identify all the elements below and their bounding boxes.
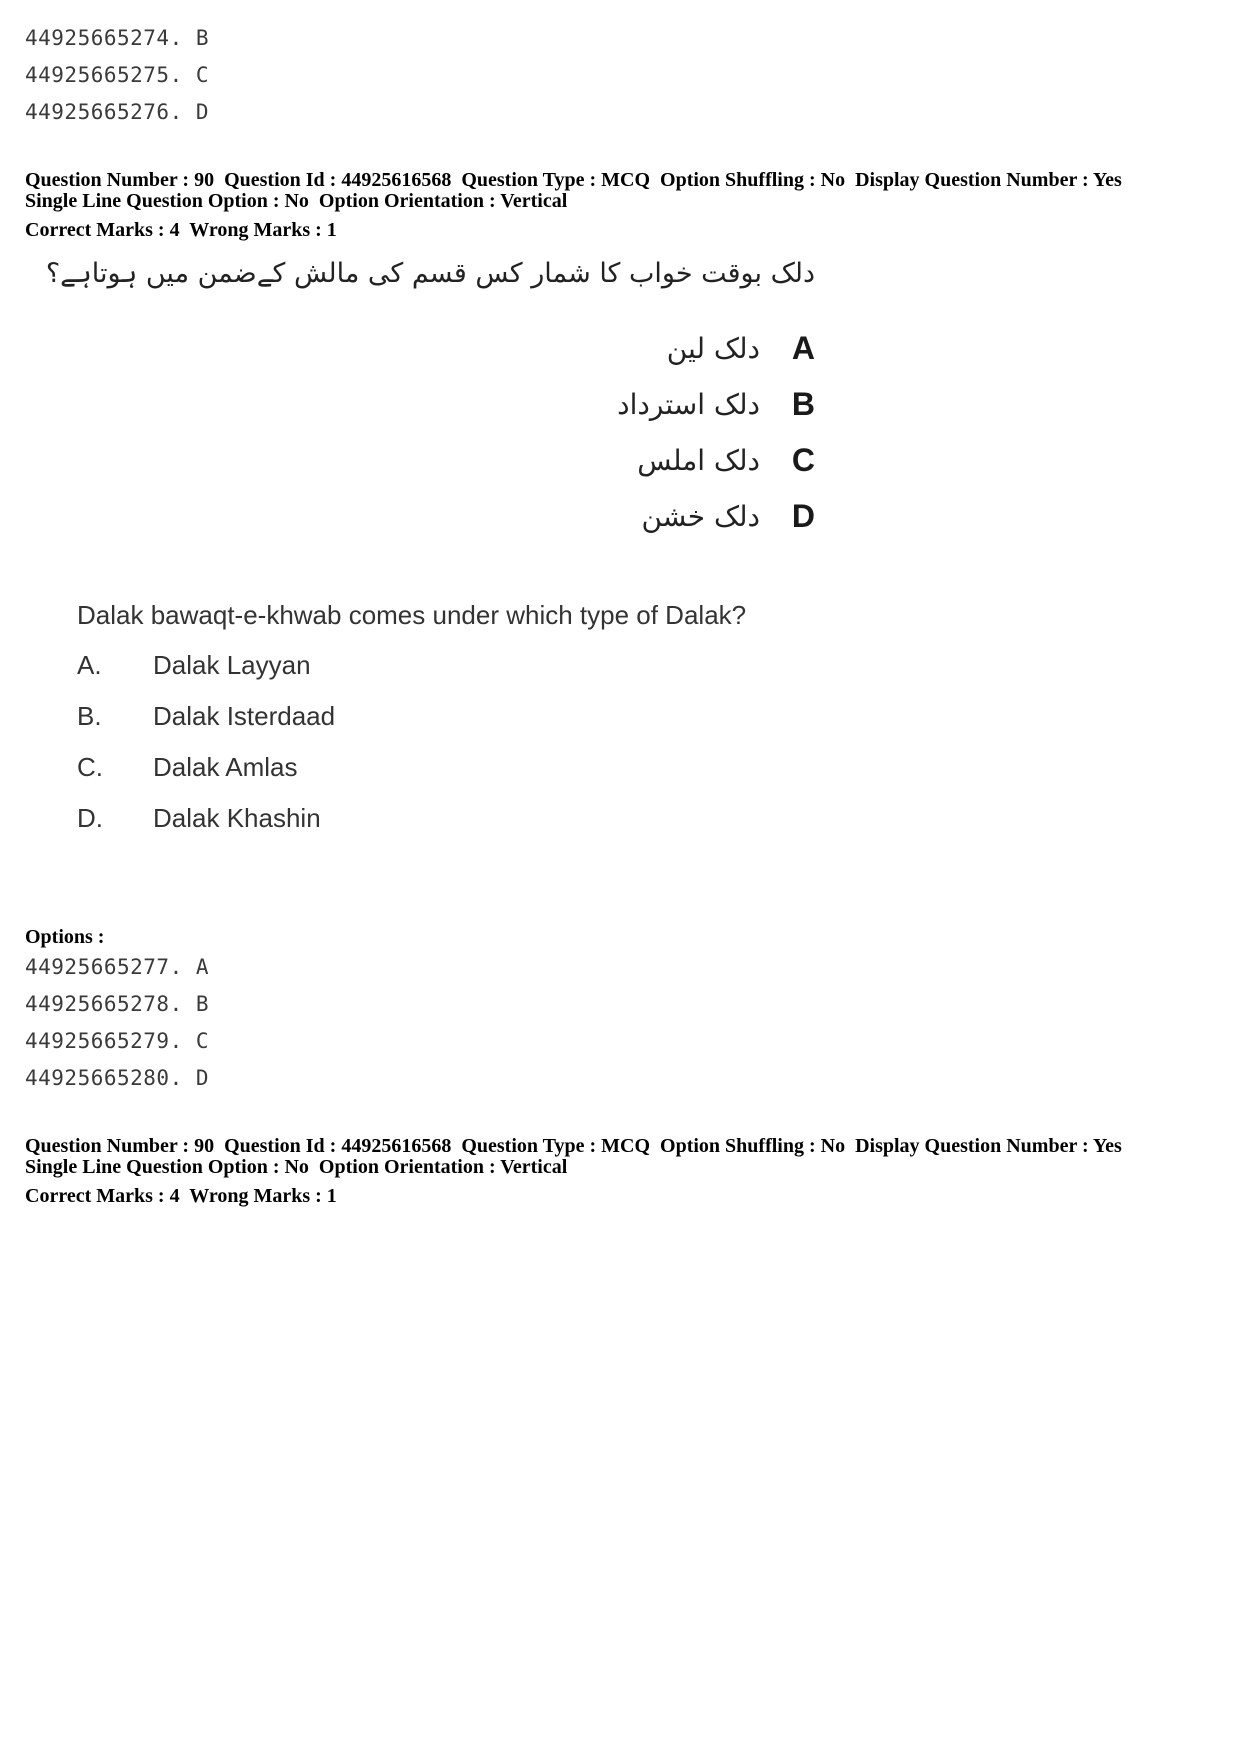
english-question-text: Dalak bawaqt-e-khwab comes under which type of Dalak? xyxy=(77,600,747,630)
english-option-letter: D. xyxy=(77,803,103,833)
english-option-text: Dalak Isterdaad xyxy=(153,701,336,731)
option-id-line: 44925665280. D xyxy=(25,1066,210,1090)
english-option-letter: A. xyxy=(77,650,102,680)
options-label: Options : xyxy=(25,926,105,948)
marks-line: Correct Marks : 4 Wrong Marks : 1 xyxy=(25,219,337,241)
question-meta-line: Question Number : 90 Question Id : 44925616568 Question Type : MCQ Option Shuffling : No Display Question Number : Yes xyxy=(25,1135,1122,1157)
urdu-option-letter: B xyxy=(791,386,815,422)
option-id-line: 44925665276. D xyxy=(25,100,210,124)
urdu-option xyxy=(515,386,815,436)
english-option-text: Dalak Layyan xyxy=(153,650,311,680)
urdu-option-letter: C xyxy=(791,442,815,478)
question-meta-line: Single Line Question Option : No Option Orientation : Vertical xyxy=(25,1156,568,1178)
question-meta-line: Single Line Question Option : No Option Orientation : Vertical xyxy=(25,190,568,212)
english-option-text: Dalak Khashin xyxy=(153,803,321,833)
option-id-line: 44925665278. B xyxy=(25,992,210,1016)
question-meta-line: Question Number : 90 Question Id : 44925616568 Question Type : MCQ Option Shuffling : No Display Question Number : Yes xyxy=(25,169,1122,191)
option-id-line: 44925665277. A xyxy=(25,955,210,979)
english-option-letter: C. xyxy=(77,752,103,782)
urdu-option xyxy=(515,498,815,548)
marks-line: Correct Marks : 4 Wrong Marks : 1 xyxy=(25,1185,337,1207)
english-option-text: Dalak Amlas xyxy=(153,752,298,782)
urdu-option-text: دلک لین xyxy=(666,332,760,365)
urdu-question-text: دلک بوقت خواب کا شمار کس قسم کی مالش کےضمن میں ہوتاہے؟ xyxy=(45,258,815,289)
urdu-option-text: دلک خشن xyxy=(641,500,760,533)
option-id-line: 44925665274. B xyxy=(25,26,210,50)
urdu-option xyxy=(515,442,815,492)
question-image xyxy=(45,255,815,855)
urdu-option-letter: D xyxy=(791,498,815,534)
urdu-option xyxy=(515,330,815,380)
urdu-option-letter: A xyxy=(791,330,815,366)
urdu-option-text: دلک استرداد xyxy=(617,388,760,421)
option-id-line: 44925665275. C xyxy=(25,63,210,87)
english-option-letter: B. xyxy=(77,701,102,731)
urdu-option-text: دلک املس xyxy=(637,444,760,477)
option-id-line: 44925665279. C xyxy=(25,1029,210,1053)
